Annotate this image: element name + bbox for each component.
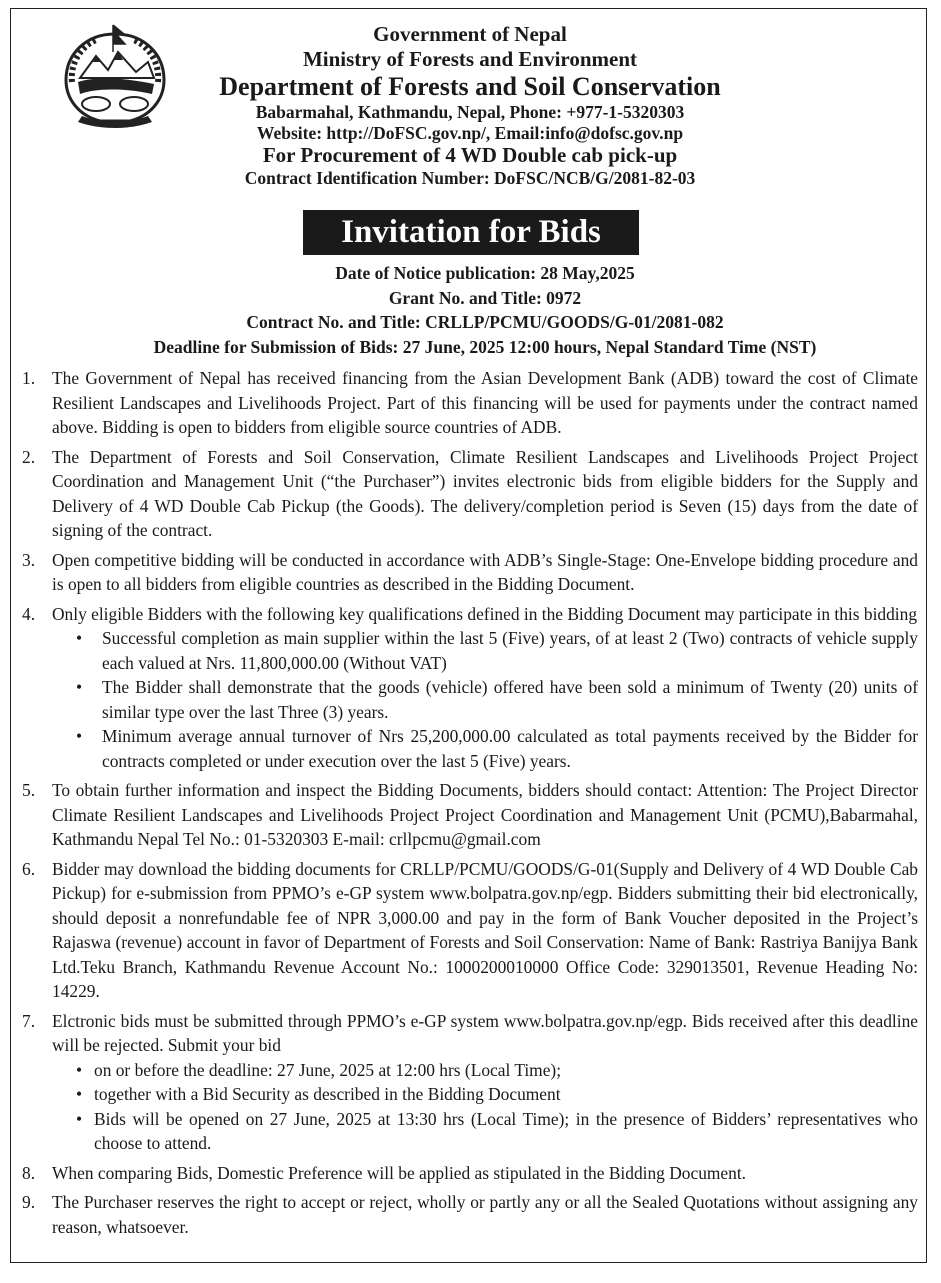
submission-list (52, 1058, 918, 1156)
item-number: 7. (22, 1010, 36, 1031)
list-item (22, 1009, 918, 1156)
address-line: Babarmahal, Kathmandu, Nepal, Phone: +977-1-5320303 (255, 102, 685, 123)
notice-items (22, 366, 918, 1244)
grant-info: Grant No. and Title: 0972 (388, 287, 582, 308)
item-text: The Government of Nepal has received financing from the Asian Development Bank (ADB) toward the cost of Climate Resilient Landscapes and Livelihoods Project. Part of this financing will be used for payments under the contract named above. Bidding is open to bidders from eligible source countries of ADB. (52, 368, 918, 437)
list-item (22, 1161, 918, 1186)
notice-meta (60, 261, 910, 360)
list-item (22, 445, 918, 543)
bullet-dot-icon: • (76, 1084, 83, 1104)
list-item (22, 602, 918, 774)
bullet-item: • together with a Bid Security as described in the Bidding Document (52, 1082, 918, 1107)
item-number: 4. (22, 603, 36, 624)
list-item (22, 778, 918, 852)
publication-date: Date of Notice publication: 28 May,2025 (335, 263, 635, 283)
item-text: When comparing Bids, Domestic Preference will be applied as stipulated in the Bidding Document. (52, 1162, 747, 1183)
item-number: 9. (22, 1192, 36, 1212)
item-text: Bidder may download the bidding documents for CRLLP/PCMU/GOODS/G-01(Supply and Delivery of 4 WD Double Cab Pickup) for e-submission from PPMO’s e-GP system www.bolpatra.gov.np/egp. Bidders submitting their bid electronically, should deposit a nonrefundable fee of NPR 3,000.00 and pay in the form of Bank Voucher deposited in the Project’s Rajaswa (revenue) account in favor of Department of Forests and Soil Conservation: Name of Bank: Rastriya Banijya Bank Ltd.Teku Branch, Kathmandu Revenue Account No.: 1000200010000 Office Code: 329013501, Revenue Heading No: 14229. (52, 858, 918, 1001)
bullet-dot-icon: • (76, 1108, 83, 1129)
list-item (22, 1190, 918, 1239)
bullet-item: • on or before the deadline: 27 June, 2025 at 12:00 hrs (Local Time); (52, 1058, 918, 1083)
item-number: 2. (22, 446, 36, 467)
website-line: Website: http://DoFSC.gov.np/, Email:info@dofsc.gov.np (256, 122, 684, 143)
procurement-title: For Procurement of 4 WD Double cab pick-up (262, 143, 678, 168)
bullet-item: • The Bidder shall demonstrate that the goods (vehicle) offered have been sold a minimum of Twenty (20) units of similar type over the last Three (3) years. (76, 677, 918, 722)
contract-identification: Contract Identification Number: DoFSC/NCB/G/2081-82-03 (244, 168, 696, 189)
bullet-dot-icon: • (76, 726, 83, 746)
item-text: Elctronic bids must be submitted through PPMO’s e-GP system www.bolpatra.gov.np/egp. Bids received after this deadline will be rejected. Submit your bid (52, 1010, 918, 1055)
contract-info: Contract No. and Title: CRLLP/PCMU/GOODS/G-01/2081-082 (246, 312, 724, 333)
item-text: The Purchaser reserves the right to accept or reject, wholly or partly any or all the Sealed Quotations without assigning any reason, whatsoever. (52, 1192, 918, 1237)
item-number: 3. (22, 549, 36, 570)
list-item (22, 857, 918, 1004)
item-number: 8. (22, 1162, 36, 1183)
government-name: Government of Nepal (373, 22, 567, 46)
notice-header (150, 22, 790, 189)
ministry-name: Ministry of Forests and Environment (302, 46, 638, 71)
item-number: 1. (22, 368, 36, 388)
qualification-list (52, 626, 918, 773)
list-item (22, 366, 918, 440)
list-item (22, 548, 918, 597)
department-name: Department of Forests and Soil Conservation (219, 71, 721, 101)
submission-deadline: Deadline for Submission of Bids: 27 June, 2025 12:00 hours, Nepal Standard Time (NST) (153, 337, 817, 358)
item-text: The Department of Forests and Soil Conservation, Climate Resilient Landscapes and Livelihoods Project Project Coordination and Management Unit (“the Purchaser”) invites electronic bids from eligible bidders for the Supply and Delivery of 4 WD Double Cab Pickup (the Goods). The delivery/completion period is Seven (15) days from the date of signing of the contract. (52, 446, 918, 540)
bullet-item: • Bids will be opened on 27 June, 2025 at 13:30 hrs (Local Time); in the presence of Bidders’ representatives who choose to attend. (76, 1108, 918, 1153)
item-number: 5. (22, 780, 36, 800)
item-text: Open competitive bidding will be conducted in accordance with ADB’s Single-Stage: One-Envelope bidding procedure and is open to all bidders from eligible countries as described in the Bidding Document. (52, 549, 918, 594)
item-number: 6. (22, 858, 36, 879)
bullet-dot-icon: • (76, 677, 83, 697)
bullet-dot-icon: • (76, 628, 83, 648)
bullet-item: • Minimum average annual turnover of Nrs 25,200,000.00 calculated as total payments received by the Bidder for contracts completed or under execution over the last 5 (Five) years. (76, 726, 918, 771)
bullet-item: • Successful completion as main supplier within the last 5 (Five) years, of at least 2 (Two) contracts of vehicle supply each valued at Nrs. 11,800,000.00 (Without VAT) (76, 628, 918, 673)
item-text: Only eligible Bidders with the following key qualifications defined in the Bidding Document may participate in this bidding (52, 603, 918, 624)
invitation-banner: Invitation for Bids (303, 210, 639, 255)
item-text: To obtain further information and inspect the Bidding Documents, bidders should contact: Attention: The Project Director Climate Resilient Landscapes and Livelihoods Project Project Coordination and Management Unit (PCMU),Babarmahal, Kathmandu Nepal Tel No.: 01-5320303 E-mail: crllpcmu@gmail.com (52, 780, 918, 849)
bullet-dot-icon: • (76, 1059, 83, 1080)
